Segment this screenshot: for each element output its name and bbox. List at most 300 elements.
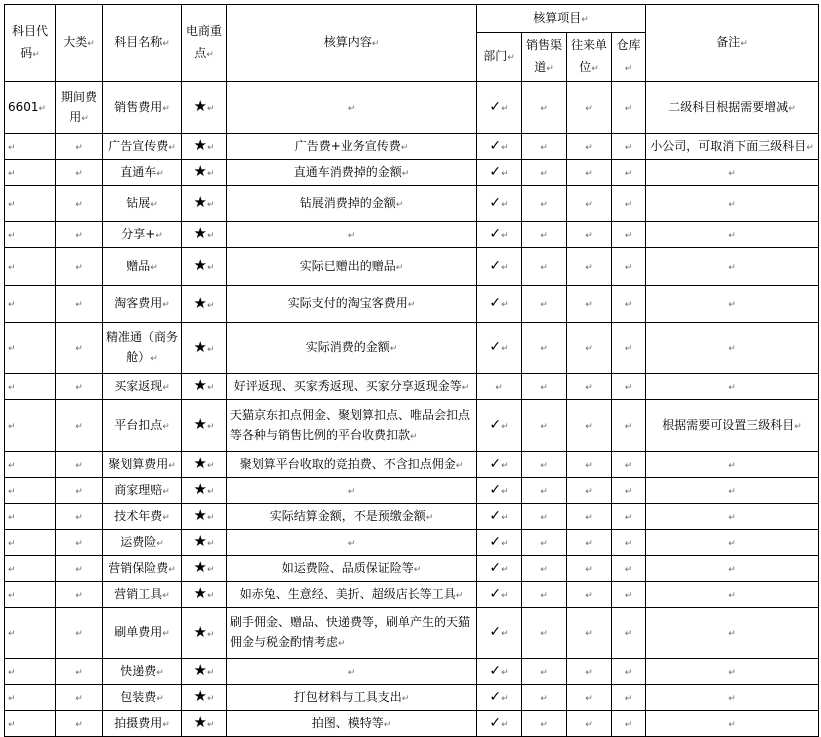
paragraph-mark-icon: ↵ [624,538,633,549]
paragraph-mark-icon: ↵ [624,512,633,523]
table-row [5,582,819,608]
paragraph-mark-icon: ↵ [162,103,170,114]
paragraph-mark-icon: ↵ [585,103,593,114]
cell-content [227,452,477,478]
paragraph-mark-icon: ↵ [8,168,16,179]
paragraph-mark-icon: ↵ [395,262,404,273]
cell-channel [522,286,567,323]
paragraph-mark-icon: ↵ [8,667,16,678]
table-row [5,530,819,556]
cell-category [56,134,103,160]
check-icon: ✓ [489,98,502,115]
cell-dept [477,582,522,608]
paragraph-mark-icon: ↵ [501,199,509,210]
cell-channel [522,400,567,452]
cell-content [227,478,477,504]
cell-key-point [182,478,227,504]
paragraph-mark-icon: ↵ [585,382,593,393]
cell-remark [646,134,819,160]
cell-partner [567,323,612,374]
paragraph-mark-icon: ↵ [81,113,89,124]
paragraph-mark-icon: ↵ [206,422,215,432]
cell-remark [646,556,819,582]
cell-name [103,248,182,286]
paragraph-mark-icon: ↵ [624,300,633,310]
cell-code [5,186,56,222]
paragraph-mark-icon: ↵ [75,230,83,241]
cell-remark [646,248,819,286]
paragraph-mark-icon: ↵ [585,693,593,704]
cell-content-text: 直通车消费掉的金额 [293,164,402,179]
paragraph-mark-icon: ↵ [728,344,736,354]
cell-warehouse [612,556,646,582]
paragraph-mark-icon: ↵ [624,460,633,471]
paragraph-mark-icon: ↵ [540,421,548,432]
cell-dept [477,160,522,186]
cell-name [103,374,182,400]
paragraph-mark-icon: ↵ [383,719,392,730]
paragraph-mark-icon: ↵ [75,538,83,549]
cell-partner [567,160,612,186]
cell-key-point [182,452,227,478]
cell-key-point [182,222,227,248]
cell-channel [522,452,567,478]
paragraph-mark-icon: ↵ [585,344,593,354]
cell-code [5,659,56,685]
cell-dept [477,222,522,248]
paragraph-mark-icon: ↵ [540,629,548,639]
cell-content-text: 实际支付的淘宝客费用 [287,296,408,310]
paragraph-mark-icon: ↵ [162,512,170,523]
cell-channel [522,582,567,608]
paragraph-mark-icon: ↵ [794,421,802,432]
cell-name [103,82,182,134]
cell-dept [477,134,522,160]
cell-name [103,608,182,659]
check-icon: ✓ [489,714,502,731]
table-row [5,400,819,452]
paragraph-mark-icon: ↵ [162,629,170,639]
cell-channel [522,659,567,685]
paragraph-mark-icon: ↵ [624,486,633,497]
cell-category [56,374,103,400]
cell-channel [522,82,567,134]
header-code: 科目代码↵ [5,5,56,82]
table-row [5,659,819,685]
cell-code [5,530,56,556]
paragraph-mark-icon: ↵ [495,382,503,393]
table-row [5,248,819,286]
star-icon: ★ [193,293,207,312]
cell-content [227,222,477,248]
cell-channel [522,160,567,186]
cell-channel [522,323,567,374]
cell-code [5,452,56,478]
paragraph-mark-icon: ↵ [501,486,509,497]
paragraph-mark-icon: ↵ [75,344,83,354]
paragraph-mark-icon: ↵ [585,262,593,273]
paragraph-mark-icon: ↵ [75,512,83,523]
paragraph-mark-icon: ↵ [206,539,215,549]
cell-name-text: 营销工具 [114,586,163,601]
cell-content-text: 如运费险、品质保证险等 [281,560,414,575]
paragraph-mark-icon: ↵ [624,564,633,575]
cell-remark-text: 根据需要可设置三级科目 [662,417,795,432]
paragraph-mark-icon: ↵ [585,667,593,678]
cell-name-text: 商家理赔 [114,482,163,497]
cell-name-text: 运费险 [120,534,157,549]
paragraph-mark-icon: ↵ [150,262,158,273]
paragraph-mark-icon: ↵ [585,300,593,310]
cell-code [5,248,56,286]
paragraph-mark-icon: ↵ [624,142,633,153]
cell-dept [477,286,522,323]
paragraph-mark-icon: ↵ [75,382,83,393]
star-icon: ★ [193,337,207,356]
paragraph-mark-icon: ↵ [540,262,548,273]
paragraph-mark-icon: ↵ [501,693,509,704]
check-icon: ✓ [489,194,502,211]
cell-content [227,82,477,134]
paragraph-mark-icon: ↵ [8,421,16,432]
paragraph-mark-icon: ↵ [585,168,593,179]
header-item-dept: 部门↵ [477,33,522,82]
paragraph-mark-icon: ↵ [206,383,215,393]
paragraph-mark-icon: ↵ [501,103,509,114]
paragraph-mark-icon: ↵ [585,538,593,549]
paragraph-mark-icon: ↵ [75,667,83,678]
paragraph-mark-icon: ↵ [8,564,16,575]
check-icon: ✓ [489,662,502,679]
paragraph-mark-icon: ↵ [75,629,83,639]
cell-content [227,556,477,582]
cell-name [103,530,182,556]
table-row [5,685,819,711]
cell-name-text: 买家返现 [114,378,163,393]
paragraph-mark-icon: ↵ [501,344,509,354]
cell-partner [567,530,612,556]
star-icon: ★ [193,97,207,115]
cell-code [5,160,56,186]
paragraph-mark-icon: ↵ [162,382,170,393]
cell-content-text: 钻展消费掉的金额 [299,195,396,210]
paragraph-mark-icon: ↵ [624,103,633,114]
cell-channel [522,608,567,659]
paragraph-mark-icon: ↵ [501,460,509,471]
cell-content [227,186,477,222]
cell-content [227,685,477,711]
cell-remark [646,400,819,452]
paragraph-mark-icon: ↵ [75,564,83,575]
paragraph-mark-icon: ↵ [8,199,16,210]
accounting-subjects-table [4,4,819,737]
cell-name [103,186,182,222]
paragraph-mark-icon: ↵ [728,512,736,523]
star-icon: ★ [193,136,207,154]
paragraph-mark-icon: ↵ [206,487,215,497]
check-icon: ✓ [489,688,502,705]
cell-remark [646,374,819,400]
paragraph-mark-icon: ↵ [585,230,593,241]
cell-code [5,286,56,323]
cell-partner [567,659,612,685]
cell-content-text: 打包材料与工具支出 [293,689,402,704]
paragraph-mark-icon: ↵ [8,262,16,273]
cell-name-text: 包装费 [120,689,157,704]
paragraph-mark-icon: ↵ [455,460,464,471]
cell-warehouse [612,659,646,685]
table-row [5,160,819,186]
paragraph-mark-icon: ↵ [540,344,548,354]
paragraph-mark-icon: ↵ [728,564,736,575]
cell-code [5,685,56,711]
paragraph-mark-icon: ↵ [501,719,509,730]
cell-category [56,82,103,134]
paragraph-mark-icon: ↵ [728,538,736,549]
paragraph-mark-icon: ↵ [585,421,593,432]
table-row [5,186,819,222]
paragraph-mark-icon: ↵ [75,719,83,730]
cell-warehouse [612,452,646,478]
paragraph-mark-icon: ↵ [38,103,47,114]
paragraph-mark-icon: ↵ [347,230,356,241]
cell-code-text: 6601 [8,99,39,114]
cell-remark [646,659,819,685]
header-key-point: 电商重点↵ [182,5,227,82]
cell-name [103,556,182,582]
cell-dept [477,556,522,582]
cell-dept [477,530,522,556]
cell-partner [567,222,612,248]
cell-key-point [182,582,227,608]
cell-remark-text: 小公司，可取消下面三级科目 [650,138,807,153]
cell-content [227,530,477,556]
paragraph-mark-icon: ↵ [206,143,215,153]
paragraph-mark-icon: ↵ [501,667,509,678]
table-row [5,556,819,582]
cell-content [227,504,477,530]
cell-key-point [182,685,227,711]
cell-category [56,478,103,504]
paragraph-mark-icon: ↵ [389,344,398,354]
table-row [5,374,819,400]
cell-dept [477,186,522,222]
cell-channel [522,556,567,582]
cell-content [227,582,477,608]
cell-name-text: 淘客费用 [114,296,163,310]
paragraph-mark-icon: ↵ [540,382,548,393]
cell-warehouse [612,374,646,400]
paragraph-mark-icon: ↵ [206,565,215,575]
star-icon: ★ [193,256,207,274]
paragraph-mark-icon: ↵ [168,142,176,153]
cell-channel [522,134,567,160]
cell-dept [477,323,522,374]
paragraph-mark-icon: ↵ [540,103,548,114]
table-body [5,82,819,737]
paragraph-mark-icon: ↵ [501,564,509,575]
paragraph-mark-icon: ↵ [347,538,356,549]
paragraph-mark-icon: ↵ [206,513,215,523]
paragraph-mark-icon: ↵ [624,382,633,393]
check-icon: ✓ [489,416,502,433]
paragraph-mark-icon: ↵ [347,103,356,114]
paragraph-mark-icon: ↵ [540,667,548,678]
paragraph-mark-icon: ↵ [8,460,16,471]
cell-remark [646,186,819,222]
star-icon: ★ [193,162,207,180]
paragraph-mark-icon: ↵ [585,142,593,153]
header-item-warehouse: 仓库↵ [612,33,646,82]
paragraph-mark-icon: ↵ [501,538,509,549]
cell-code [5,400,56,452]
cell-remark [646,323,819,374]
paragraph-mark-icon: ↵ [728,693,736,704]
cell-name-text: 快递费 [120,663,157,678]
cell-code [5,134,56,160]
cell-content-text: 如赤兔、生意经、美折、超级店长等工具 [239,586,456,601]
cell-content [227,374,477,400]
cell-partner [567,608,612,659]
cell-name-text: 广告宣传费 [108,138,169,153]
cell-name-text: 营销保险费 [108,560,169,575]
paragraph-mark-icon: ↵ [162,421,170,432]
cell-code [5,608,56,659]
check-icon: ✓ [489,137,502,154]
cell-category [56,222,103,248]
cell-category [56,608,103,659]
cell-name-text: 拍摄费用 [114,715,163,730]
check-icon: ✓ [489,585,502,602]
paragraph-mark-icon: ↵ [540,564,548,575]
cell-content-text: 聚划算平台收取的竞拍费、不含扣点佣金 [239,456,456,471]
cell-warehouse [612,222,646,248]
cell-name-text: 钻展 [126,195,151,210]
cell-content-text: 实际消费的金额 [305,340,390,354]
paragraph-mark-icon: ↵ [728,486,736,497]
paragraph-mark-icon: ↵ [206,629,215,640]
paragraph-mark-icon: ↵ [501,168,509,179]
check-icon: ✓ [489,507,502,524]
cell-category [56,286,103,323]
cell-code [5,582,56,608]
paragraph-mark-icon: ↵ [8,344,16,354]
cell-key-point [182,248,227,286]
paragraph-mark-icon: ↵ [501,230,509,241]
star-icon: ★ [193,415,207,433]
paragraph-mark-icon: ↵ [156,693,164,704]
cell-warehouse [612,160,646,186]
star-icon: ★ [193,713,207,731]
cell-name [103,504,182,530]
star-icon: ★ [193,480,207,498]
paragraph-mark-icon: ↵ [75,590,83,601]
paragraph-mark-icon: ↵ [585,719,593,730]
cell-channel [522,685,567,711]
paragraph-mark-icon: ↵ [624,262,633,273]
cell-key-point [182,400,227,452]
paragraph-mark-icon: ↵ [501,512,509,523]
cell-content [227,608,477,659]
paragraph-mark-icon: ↵ [8,300,16,310]
cell-content [227,323,477,374]
cell-category [56,504,103,530]
cell-name [103,323,182,374]
paragraph-mark-icon: ↵ [624,344,633,354]
paragraph-mark-icon: ↵ [75,421,83,432]
paragraph-mark-icon: ↵ [162,486,170,497]
cell-category-text: 期间费用 [60,89,97,124]
check-icon: ✓ [489,257,502,274]
cell-partner [567,556,612,582]
paragraph-mark-icon: ↵ [540,512,548,523]
paragraph-mark-icon: ↵ [8,486,16,497]
cell-dept [477,608,522,659]
cell-key-point [182,82,227,134]
header-items-group: 核算项目↵ [477,5,646,33]
table-row [5,222,819,248]
paragraph-mark-icon: ↵ [206,344,215,355]
cell-dept [477,659,522,685]
cell-name-text: 技术年费 [114,508,163,523]
cell-remark [646,222,819,248]
cell-dept [477,82,522,134]
paragraph-mark-icon: ↵ [206,200,215,210]
cell-content-text: 好评返现、买家秀返现、买家分享返现金等 [233,378,462,393]
cell-partner [567,82,612,134]
cell-key-point [182,608,227,659]
paragraph-mark-icon: ↵ [728,719,736,730]
cell-category [56,160,103,186]
paragraph-mark-icon: ↵ [347,486,356,497]
cell-name [103,659,182,685]
cell-remark [646,82,819,134]
cell-name-text: 分享+ [121,226,156,241]
cell-name [103,222,182,248]
cell-warehouse [612,685,646,711]
cell-channel [522,504,567,530]
paragraph-mark-icon: ↵ [728,300,736,310]
cell-partner [567,504,612,530]
cell-name [103,160,182,186]
cell-name-text: 聚划算费用 [108,456,169,471]
cell-warehouse [612,582,646,608]
star-icon: ★ [193,661,207,679]
paragraph-mark-icon: ↵ [728,262,736,273]
cell-partner [567,685,612,711]
cell-partner [567,134,612,160]
cell-warehouse [612,608,646,659]
paragraph-mark-icon: ↵ [206,694,215,704]
check-icon: ✓ [489,295,502,311]
cell-warehouse [612,530,646,556]
star-icon: ★ [193,584,207,602]
cell-dept [477,685,522,711]
cell-category [56,452,103,478]
paragraph-mark-icon: ↵ [162,590,170,601]
cell-content [227,248,477,286]
paragraph-mark-icon: ↵ [168,460,176,471]
cell-channel [522,186,567,222]
cell-content-text: 广告费+业务宣传费 [294,138,401,153]
cell-partner [567,400,612,452]
paragraph-mark-icon: ↵ [401,168,410,179]
cell-category [56,685,103,711]
paragraph-mark-icon: ↵ [206,461,215,471]
cell-category [56,582,103,608]
cell-name [103,400,182,452]
paragraph-mark-icon: ↵ [728,590,736,601]
